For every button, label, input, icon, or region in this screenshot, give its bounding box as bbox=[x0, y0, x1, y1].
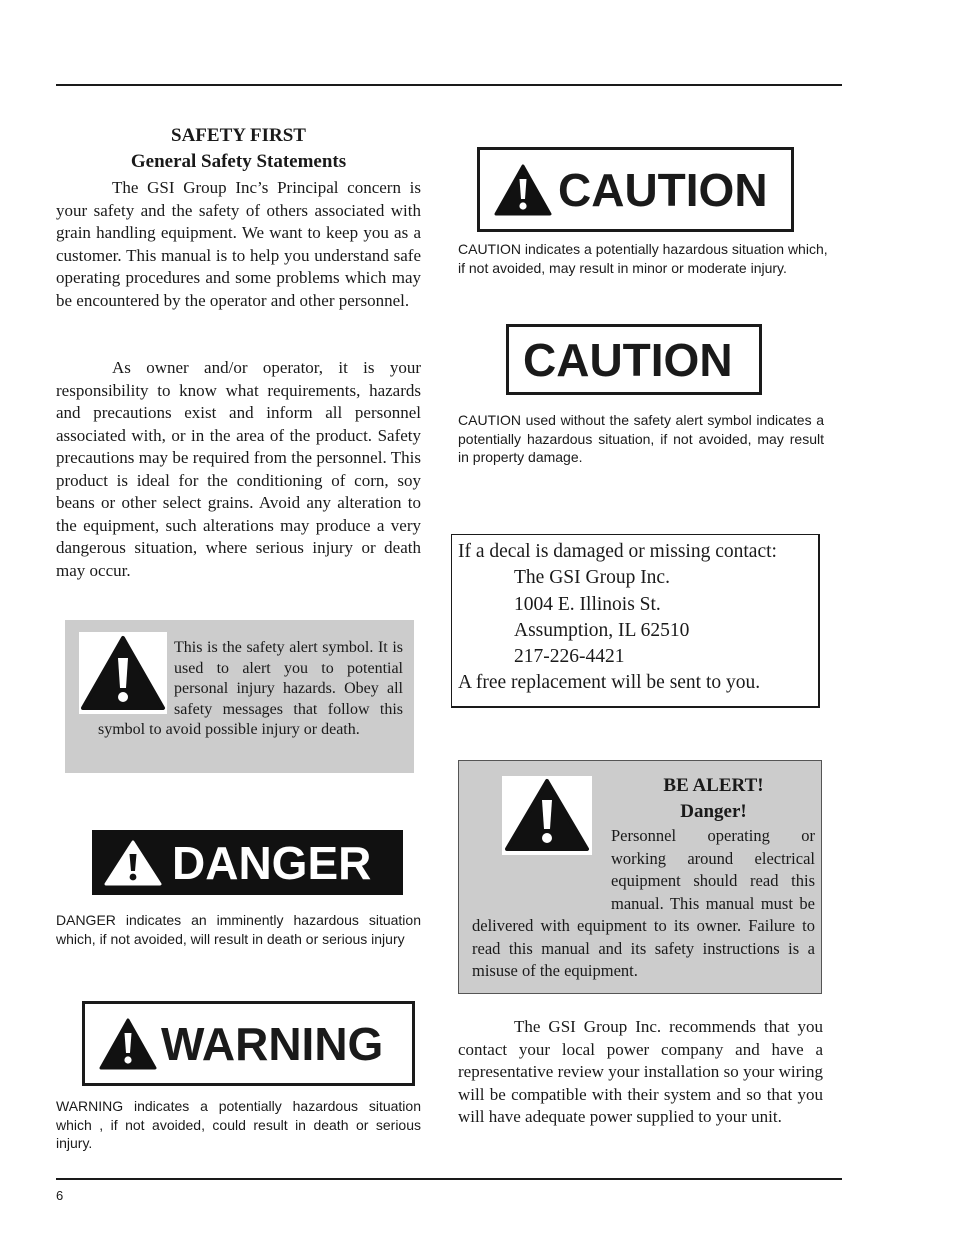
decal-company: The GSI Group Inc. bbox=[514, 567, 670, 588]
alert-symbol-text-wrap bbox=[98, 638, 403, 741]
caution-word: CAUTION bbox=[558, 163, 768, 216]
warning-word: WARNING bbox=[161, 1017, 384, 1070]
caution-signal-label bbox=[477, 147, 794, 232]
be-alert-text-wrap bbox=[472, 825, 815, 983]
alert-symbol-text: This is the safety alert symbol. It is used to alert you to potential personal injury hazards. Obey all safety messages that follow this symbol to avoid possible injury or death. bbox=[98, 639, 403, 738]
decal-replacement-note: A free replacement will be sent to you. bbox=[458, 672, 761, 693]
decal-contact-intro: If a decal is damaged or missing contact: bbox=[458, 541, 777, 562]
decal-phone: 217-226-4421 bbox=[514, 646, 625, 667]
caution-no-symbol-word: CAUTION bbox=[523, 333, 733, 386]
danger-alert-icon bbox=[102, 838, 164, 888]
decal-city: Assumption, IL 62510 bbox=[514, 620, 690, 641]
decal-street: 1004 E. Illinois St. bbox=[514, 594, 661, 615]
danger-signal-label bbox=[92, 830, 403, 895]
be-alert-subtitle: Danger! bbox=[680, 801, 747, 822]
power-company-paragraph: The GSI Group Inc. recommends that you contact your local power company and have a representative review your installation so your wiring will be compatible with their system and so that you will have adequate power supplied to your unit. bbox=[458, 1017, 823, 1126]
be-alert-text: Personnel operating or working around electrical equipment should read this manual. This manual must be delivered with equipment to its owner. Failure to read this manual and its safety instructions is a misuse of the equipment. bbox=[472, 826, 815, 980]
be-alert-box bbox=[458, 760, 822, 994]
danger-description: DANGER indicates an imminently hazardous situation which, if not avoided, will result in death or serious injury bbox=[56, 912, 421, 947]
heading-safety-first: SAFETY FIRST bbox=[171, 125, 306, 146]
caution-description: CAUTION indicates a potentially hazardous situation which, if not avoided, may result in minor or moderate injury. bbox=[458, 241, 828, 276]
be-alert-heading bbox=[611, 773, 816, 825]
bottom-rule bbox=[56, 1178, 842, 1180]
be-alert-title: BE ALERT! bbox=[663, 775, 764, 796]
owner-paragraph: As owner and/or operator, it is your responsibility to know what requirements, hazards and precautions exist and inform all personnel associated with, or in the area of the product. Safety precautions may be required from the personnel. This product is ideal for the conditioning of corn, soy beans or other select grains. Avoid any alteration to the equipment, such alterations may produce a very dangerous situation, where serious injury or death may occur. bbox=[56, 358, 421, 580]
heading-general-safety: General Safety Statements bbox=[130, 151, 347, 172]
caution-alert-icon bbox=[492, 162, 554, 218]
caution-no-symbol-label bbox=[506, 324, 762, 395]
intro-paragraph: The GSI Group Inc’s Principal concern is your safety and the safety of others associated with grain handling equipment. We want to keep you as a customer. This manual is to help you understand safe operating procedures and some problems which may be encountered by the operator and other personnel. bbox=[56, 178, 421, 310]
decal-contact-box bbox=[451, 534, 820, 708]
warning-signal-label bbox=[82, 1001, 415, 1086]
caution-no-symbol-description: CAUTION used without the safety alert symbol indicates a potentially hazardous situation, if not avoided, may result in property damage. bbox=[458, 412, 824, 465]
danger-word: DANGER bbox=[172, 836, 372, 889]
safety-alert-symbol-box bbox=[65, 620, 414, 773]
warning-alert-icon bbox=[97, 1016, 159, 1072]
warning-description: WARNING indicates a potentially hazardous situation which , if not avoided, could result in death or serious injury. bbox=[56, 1098, 421, 1151]
section-heading bbox=[56, 123, 421, 175]
page-number: 6 bbox=[56, 1188, 64, 1203]
top-rule bbox=[56, 84, 842, 86]
